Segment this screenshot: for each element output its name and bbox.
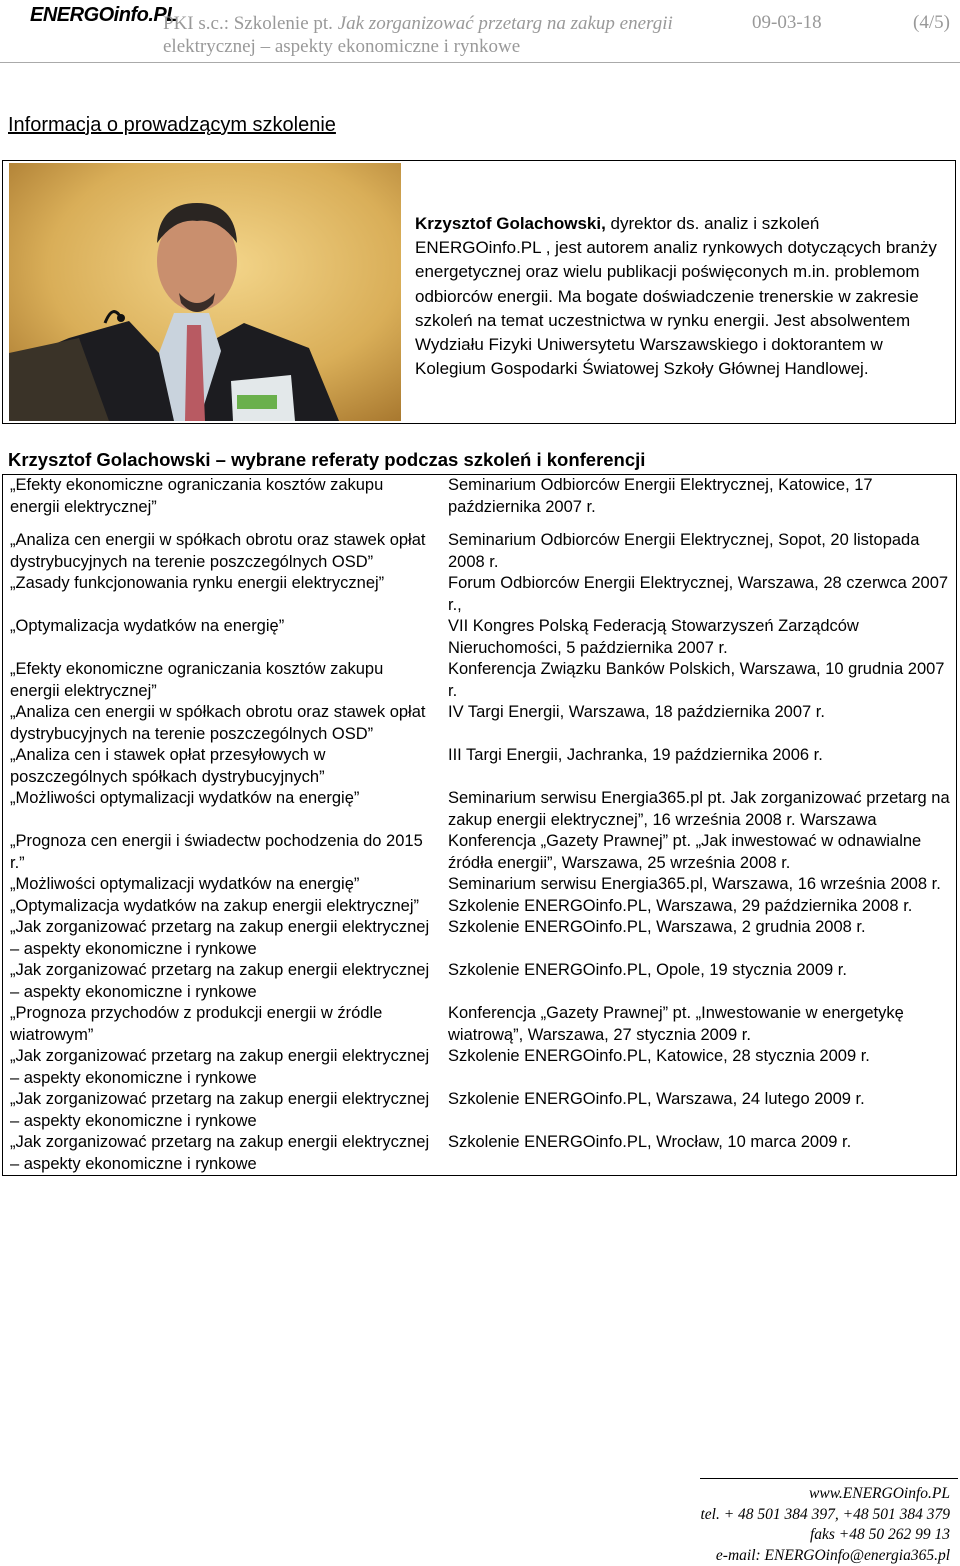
event-cell: Szkolenie ENERGOinfo.PL, Wrocław, 10 marca 2009 r.: [437, 1132, 957, 1176]
event-cell: Seminarium Odbiorców Energii Elektrycznej, Sopot, 20 listopada 2008 r.: [437, 530, 957, 573]
topic-cell: „Efekty ekonomiczne ograniczania kosztów zakupu energii elektrycznej”: [3, 475, 438, 531]
topic-cell: „Analiza cen energii w spółkach obrotu oraz stawek opłat dystrybucyjnych na terenie poszczególnych OSD”: [3, 702, 438, 745]
topic-cell: „Optymalizacja wydatków na zakup energii elektrycznej”: [3, 896, 438, 918]
table-row: [3, 874, 957, 896]
event-cell: Seminarium serwisu Energia365.pl, Warszawa, 16 września 2008 r.: [437, 874, 957, 896]
contact-footer: [700, 1484, 950, 1566]
table-row: [3, 530, 957, 573]
event-cell: Szkolenie ENERGOinfo.PL, Warszawa, 24 lutego 2009 r.: [437, 1089, 957, 1132]
topic-cell: „Możliwości optymalizacji wydatków na energię”: [3, 788, 438, 831]
table-row: [3, 1132, 957, 1176]
table-row: [3, 917, 957, 960]
bio-text: dyrektor ds. analiz i szkoleń ENERGOinfo.PL , jest autorem analiz rynkowych dotyczących branży energetycznej oraz wielu publikacji poświęconych m.in. problemom odbiorców energii. Ma bogate doświadczenie trenerskie w zakresie szkoleń na temat uczestnictwa w rynku energii. Jest absolwentem Wydziału Fizyki Uniwersytetu Warszawskiego i doktorantem w Kolegium Gospodarki Światowej Szkoły Głównej Handlowej.: [415, 214, 937, 378]
event-cell: III Targi Energii, Jachranka, 19 października 2006 r.: [437, 745, 957, 788]
event-cell: Konferencja Związku Banków Polskich, Warszawa, 10 grudnia 2007 r.: [437, 659, 957, 702]
header-title: PKI s.c.: Szkolenie pt. Jak zorganizować przetarg na zakup energii elektrycznej – aspekty ekonomiczne i rynkowe: [163, 12, 703, 58]
table-row: [3, 573, 957, 616]
footer-phone: tel. + 48 501 384 397, +48 501 384 379: [700, 1505, 950, 1526]
presentations-table: [2, 474, 957, 1176]
event-cell: Forum Odbiorców Energii Elektrycznej, Warszawa, 28 czerwca 2007 r.,: [437, 573, 957, 616]
table-row: [3, 616, 957, 659]
topic-cell: „Zasady funkcjonowania rynku energii elektrycznej”: [3, 573, 438, 616]
table-row: [3, 475, 957, 531]
header-page-number: (4/5): [913, 12, 950, 34]
table-row: [3, 896, 957, 918]
event-cell: Seminarium Odbiorców Energii Elektrycznej, Katowice, 17 października 2007 r.: [437, 475, 957, 531]
table-row: [3, 1046, 957, 1089]
footer-fax: faks +48 50 262 99 13: [700, 1525, 950, 1546]
event-cell: Seminarium serwisu Energia365.pl pt. Jak zorganizować przetarg na zakup energii elektrycznej”, 16 września 2008 r. Warszawa: [437, 788, 957, 831]
table-row: [3, 831, 957, 874]
header-date: 09-03-18: [752, 12, 822, 34]
table-row: [3, 960, 957, 1003]
event-cell: Szkolenie ENERGOinfo.PL, Katowice, 28 stycznia 2009 r.: [437, 1046, 957, 1089]
presentations-title: Krzysztof Golachowski – wybrane referaty podczas szkoleń i konferencji: [8, 449, 645, 471]
topic-cell: „Jak zorganizować przetarg na zakup energii elektrycznej – aspekty ekonomiczne i rynkowe: [3, 1089, 438, 1132]
header-divider: [0, 62, 960, 63]
event-cell: Szkolenie ENERGOinfo.PL, Warszawa, 29 października 2008 r.: [437, 896, 957, 918]
footer-website[interactable]: www.ENERGOinfo.PL: [700, 1484, 950, 1505]
table-row: [3, 788, 957, 831]
speaker-bio: [415, 212, 950, 381]
topic-cell: „Analiza cen energii w spółkach obrotu oraz stawek opłat dystrybucyjnych na terenie poszczególnych OSD”: [3, 530, 438, 573]
topic-cell: „Jak zorganizować przetarg na zakup energii elektrycznej – aspekty ekonomiczne i rynkowe: [3, 1046, 438, 1089]
event-cell: IV Targi Energii, Warszawa, 18 października 2007 r.: [437, 702, 957, 745]
event-cell: Konferencja „Gazety Prawnej” pt. „Inwestowanie w energetykę wiatrową”, Warszawa, 27 stycznia 2009 r.: [437, 1003, 957, 1046]
table-row: [3, 702, 957, 745]
event-cell: Szkolenie ENERGOinfo.PL, Warszawa, 2 grudnia 2008 r.: [437, 917, 957, 960]
speaker-name: Krzysztof Golachowski,: [415, 214, 606, 233]
table-row: [3, 1089, 957, 1132]
table-row: [3, 1003, 957, 1046]
topic-cell: „Prognoza przychodów z produkcji energii w źródle wiatrowym”: [3, 1003, 438, 1046]
event-cell: VII Kongres Polską Federacją Stowarzyszeń Zarządców Nieruchomości, 5 października 2007 r.: [437, 616, 957, 659]
energoinfo-logo: ENERGOinfo.PL: [30, 4, 178, 27]
table-row: [3, 745, 957, 788]
speaker-photo: [9, 163, 401, 421]
topic-cell: „Jak zorganizować przetarg na zakup energii elektrycznej – aspekty ekonomiczne i rynkowe: [3, 960, 438, 1003]
event-cell: Szkolenie ENERGOinfo.PL, Opole, 19 stycznia 2009 r.: [437, 960, 957, 1003]
topic-cell: „Analiza cen i stawek opłat przesyłowych w poszczególnych spółkach dystrybucyjnych”: [3, 745, 438, 788]
footer-divider: [700, 1478, 958, 1479]
footer-email[interactable]: e-mail: ENERGOinfo@energia365.pl: [700, 1546, 950, 1566]
topic-cell: „Możliwości optymalizacji wydatków na energię”: [3, 874, 438, 896]
event-cell: Konferencja „Gazety Prawnej” pt. „Jak inwestować w odnawialne źródła energii”, Warszawa, 25 września 2008 r.: [437, 831, 957, 874]
topic-cell: „Jak zorganizować przetarg na zakup energii elektrycznej – aspekty ekonomiczne i rynkowe: [3, 917, 438, 960]
topic-cell: „Prognoza cen energii i świadectw pochodzenia do 2015 r.”: [3, 831, 438, 874]
section-title: Informacja o prowadzącym szkolenie: [8, 114, 336, 137]
topic-cell: „Jak zorganizować przetarg na zakup energii elektrycznej – aspekty ekonomiczne i rynkowe: [3, 1132, 438, 1176]
topic-cell: „Optymalizacja wydatków na energię”: [3, 616, 438, 659]
topic-cell: „Efekty ekonomiczne ograniczania kosztów zakupu energii elektrycznej”: [3, 659, 438, 702]
table-row: [3, 659, 957, 702]
